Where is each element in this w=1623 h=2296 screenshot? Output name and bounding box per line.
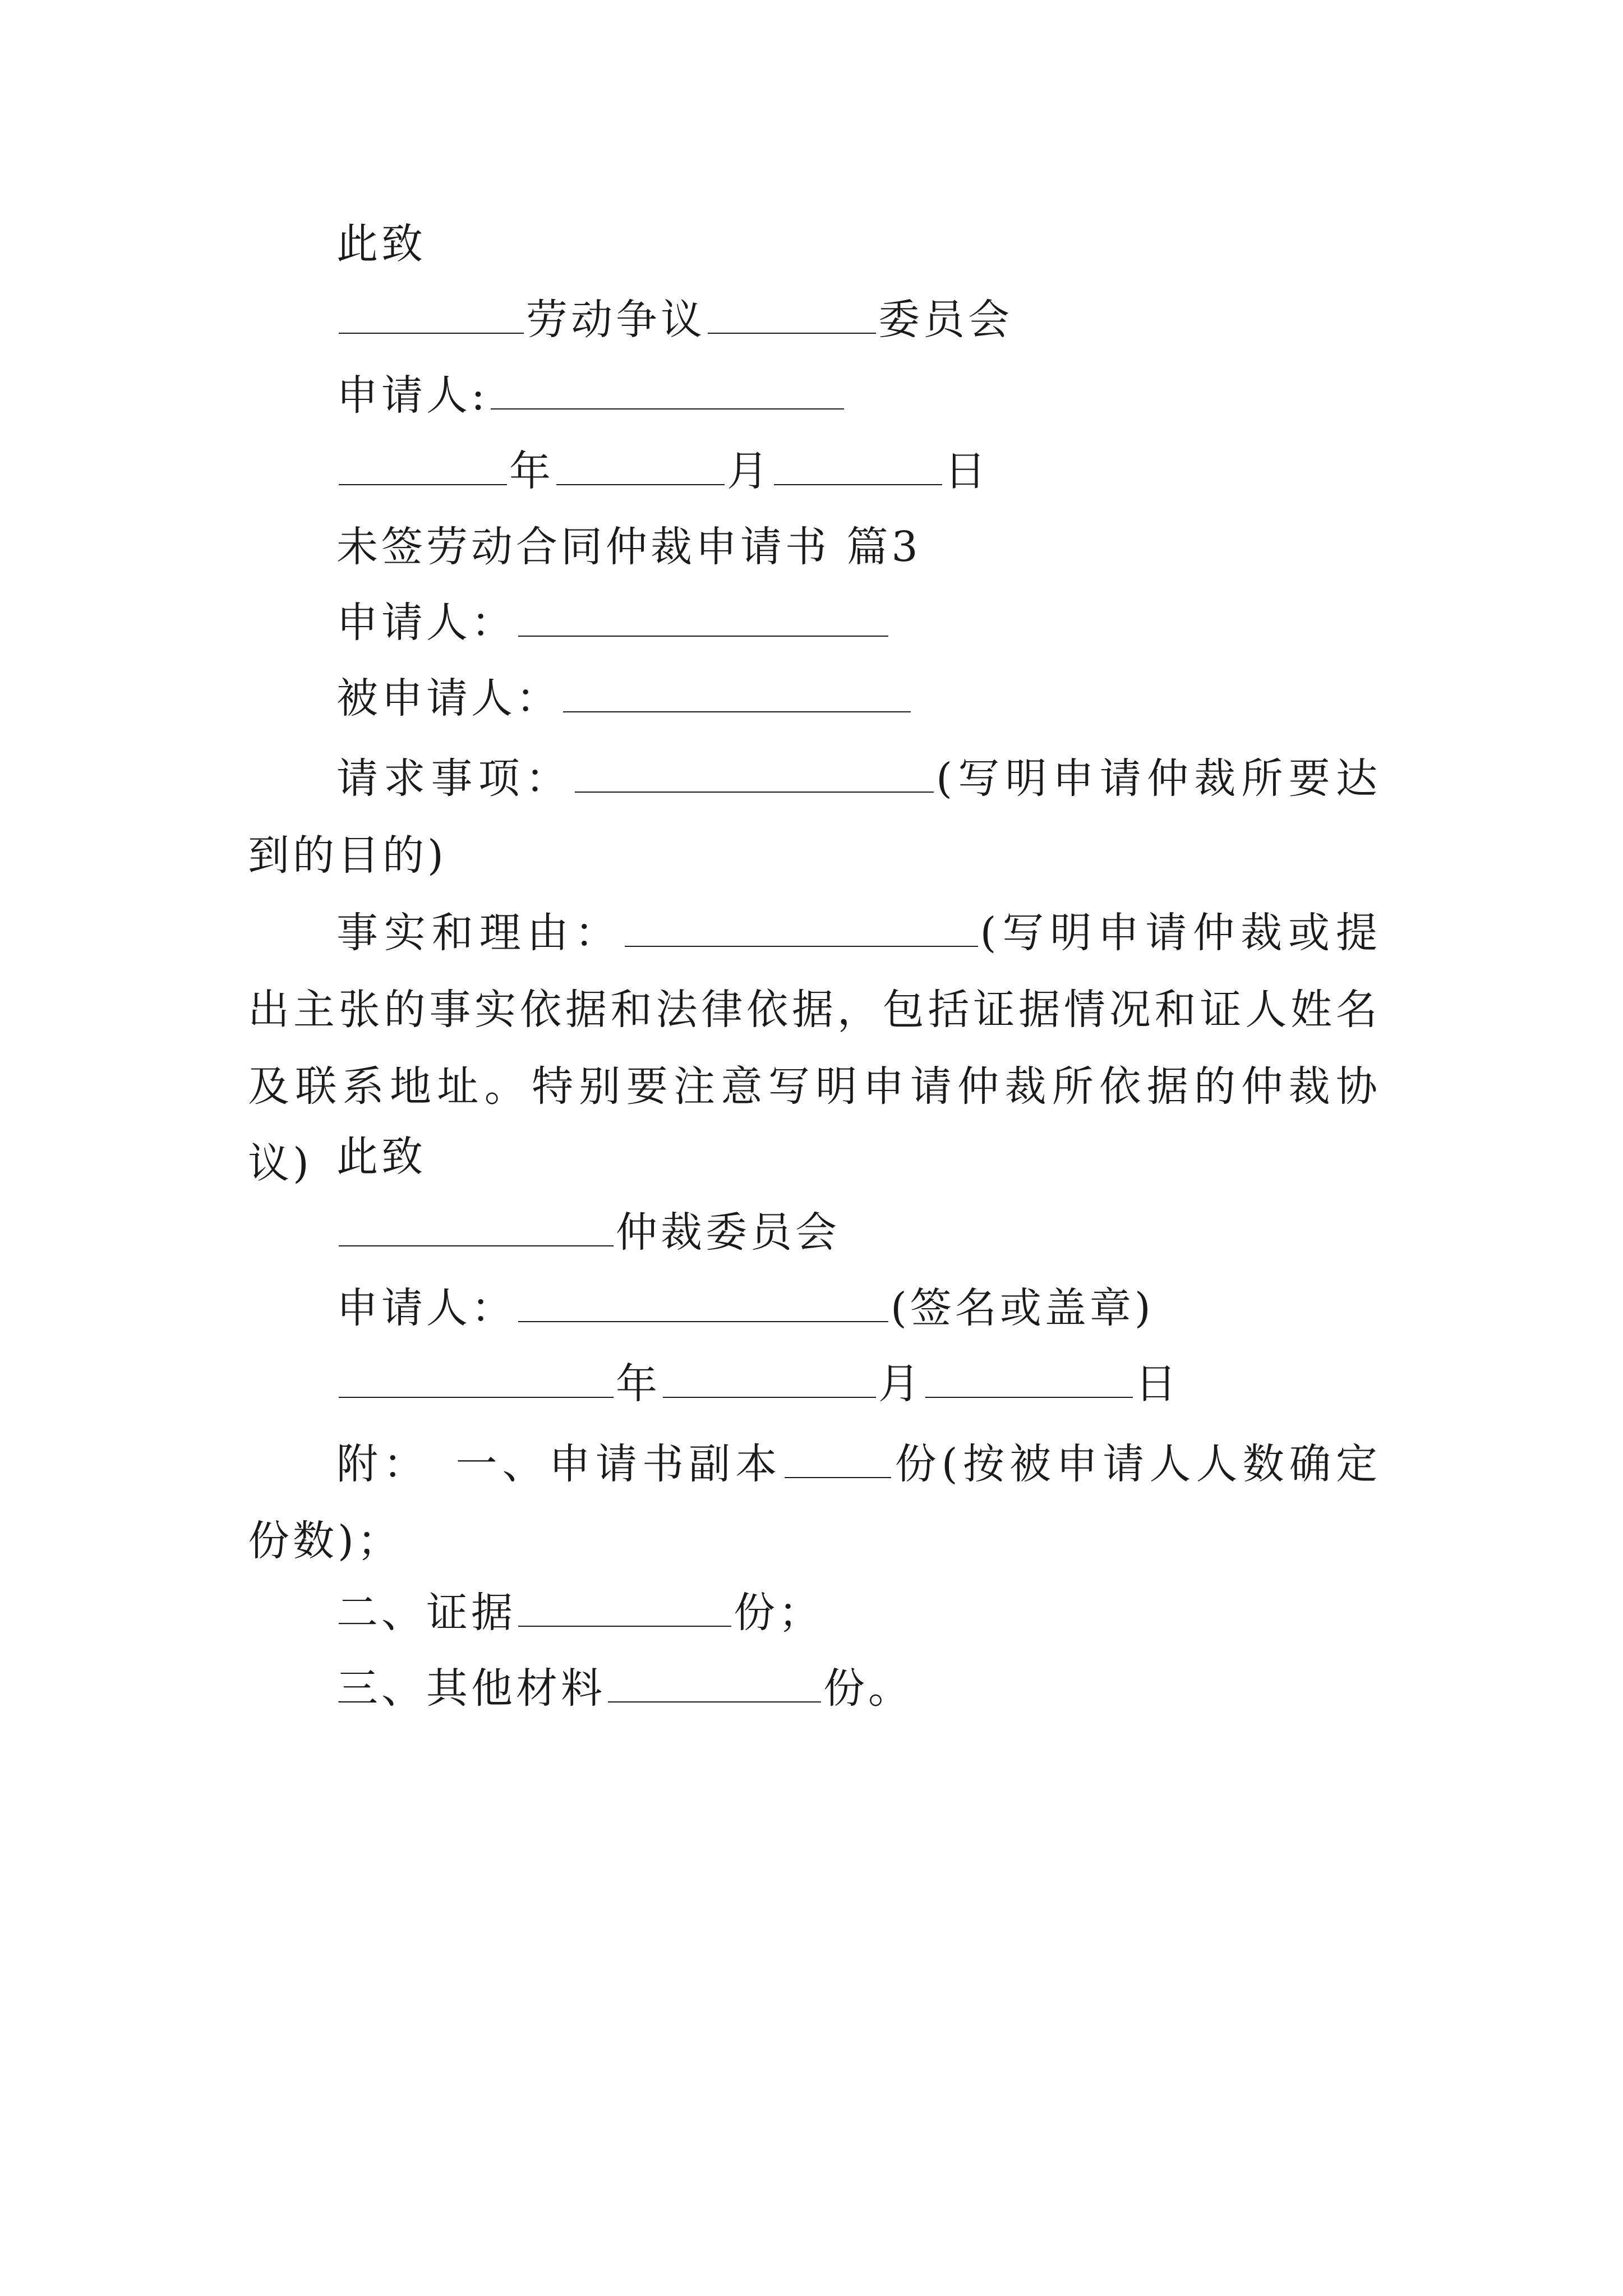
blank-field[interactable] [774, 448, 942, 485]
request-note: (写明申请仲裁所要达到的目的) [248, 754, 1381, 880]
applicant-label: 申请人: [336, 371, 488, 420]
year-label: 年 [616, 1360, 661, 1408]
date-line-2 [336, 1356, 1180, 1412]
blank-field[interactable] [518, 1590, 731, 1627]
recipient-text-2: 委员会 [878, 296, 1013, 344]
facts-label: 事实和理由： [336, 909, 623, 957]
blank-field[interactable] [339, 1361, 614, 1398]
month-label: 月 [878, 1360, 923, 1408]
blank-field[interactable] [785, 1441, 891, 1478]
committee-line [336, 1204, 840, 1260]
salutation-text: 此致 [336, 220, 426, 268]
other-end: 份。 [823, 1664, 913, 1713]
respondent-label: 被申请人： [336, 674, 561, 723]
attachment-label: 附： 一、申请书副本 [336, 1440, 782, 1488]
blank-field[interactable] [575, 756, 934, 793]
section-heading [336, 519, 921, 575]
day-label: 日 [944, 447, 989, 495]
blank-field[interactable] [708, 297, 876, 334]
heading-text: 未签劳动合同仲裁申请书 篇3 [336, 523, 921, 571]
salutation-text: 此致 [336, 1133, 426, 1181]
request-label: 请求事项： [336, 754, 573, 803]
committee-text: 仲裁委员会 [616, 1208, 840, 1257]
year-label: 年 [509, 447, 554, 495]
evidence-label: 二、证据 [336, 1589, 516, 1637]
attachment-paragraph [248, 1426, 1381, 1580]
applicant-label: 申请人： [336, 1284, 516, 1332]
request-paragraph [248, 740, 1381, 894]
date-line [336, 443, 989, 499]
month-label: 月 [727, 447, 772, 495]
blank-field[interactable] [339, 297, 524, 334]
facts-note: (写明申请仲裁或提出主张的事实依据和法律依据，包括证据情况和证人姓名及联系地址。特别要注意写明申请仲裁所依据的仲裁协议) [248, 909, 1381, 1188]
day-label: 日 [1135, 1360, 1180, 1408]
evidence-end: 份； [734, 1589, 823, 1637]
attachment-note: 份(按被申请人人数确定份数)； [248, 1440, 1381, 1565]
blank-field[interactable] [925, 1361, 1133, 1398]
blank-field[interactable] [518, 600, 888, 637]
sign-note: (签名或盖章) [891, 1284, 1154, 1332]
applicant-signature-line [336, 367, 846, 424]
blank-field[interactable] [663, 1361, 876, 1398]
blank-field[interactable] [625, 910, 978, 947]
blank-field[interactable] [556, 448, 725, 485]
applicant-label: 申请人： [336, 599, 516, 647]
applicant-line [336, 595, 891, 651]
blank-field[interactable] [339, 1209, 614, 1246]
evidence-line [336, 1585, 823, 1641]
blank-field[interactable] [608, 1665, 821, 1703]
salutation [336, 216, 426, 272]
blank-field[interactable] [339, 448, 507, 485]
blank-field[interactable] [563, 675, 911, 712]
respondent-line [336, 670, 913, 726]
other-materials-line [336, 1660, 913, 1717]
blank-field[interactable] [491, 372, 844, 409]
other-label: 三、其他材料 [336, 1664, 606, 1713]
recipient-text-1: 劳动争议 [526, 296, 706, 344]
salutation-2 [336, 1129, 426, 1185]
blank-field[interactable] [518, 1285, 888, 1322]
applicant-sign-line [336, 1280, 1154, 1336]
recipient-line [336, 292, 1013, 348]
